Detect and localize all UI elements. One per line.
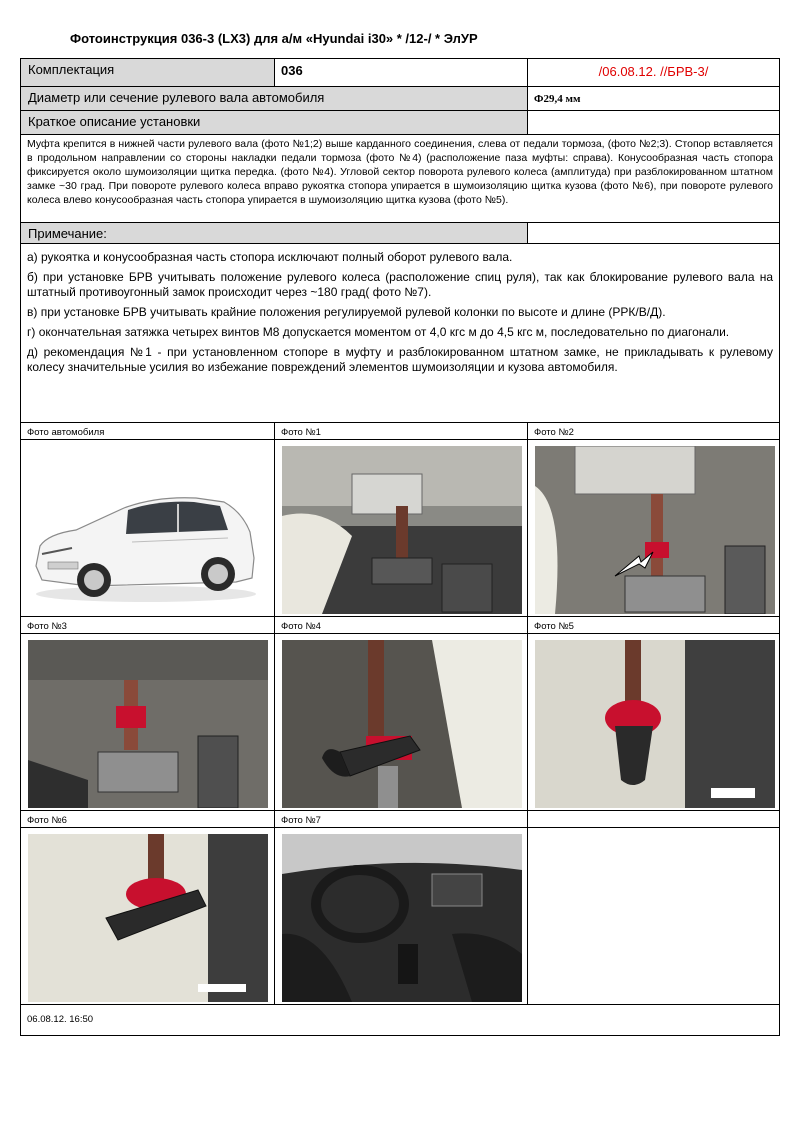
instruction-table — [20, 58, 780, 1036]
brief-description-label: Краткое описание установки — [21, 111, 528, 135]
photo-cell-5 — [528, 634, 780, 811]
photo-cell-1 — [275, 440, 528, 617]
photo-6 — [28, 834, 268, 1002]
photo-5 — [535, 640, 775, 808]
photo-cell-2 — [528, 440, 780, 617]
photo-caption: Фото №4 — [275, 617, 528, 634]
photo-3 — [28, 640, 268, 808]
note-item: г) окончательная затяжка четырех винтов М8 допускается моментом от 4,0 кгс м до 4,5 кгс м, последовательно по диагонали. — [27, 325, 730, 339]
empty-cell — [528, 811, 780, 828]
document-title: Фотоинструкция 036-3 (LX3) для а/м «Hyundai i30» * /12-/ * ЭлУР — [70, 31, 478, 46]
notes-label: Примечание: — [21, 223, 528, 244]
car-photo — [28, 446, 268, 614]
note-item: а) рукоятка и конусообразная часть стопора исключают полный оборот рулевого вала. — [27, 250, 513, 264]
config-value: 036 — [275, 59, 528, 87]
photo-caption: Фото №6 — [21, 811, 275, 828]
note-item: б) при установке БРВ учитывать положение рулевого колеса (расположение спиц руля), так как блокирование рулевого вала на штатный противоугонный замок происходит через ~180 град( фото №7). — [27, 270, 773, 299]
photo-caption: Фото №5 — [528, 617, 780, 634]
photo-caption: Фото №7 — [275, 811, 528, 828]
photo-cell-car — [21, 440, 275, 617]
photo-cell-3 — [21, 634, 275, 811]
photo-4 — [282, 640, 522, 808]
empty-cell — [528, 223, 780, 244]
installation-description: Муфта крепится в нижней части рулевого вала (фото №1;2) выше карданного соединения, слева от педали тормоза, (фото №2;3). Стопор вставляется в продольном направлении со стороны накладки педали тормоза (фото №4) (расположение паза муфты: справа). Конусообразная часть стопора фиксируется около шумоизоляции щитка передка. (фото №4). Угловой сектор поворота рулевого колеса (амплитуда) при разблокированном штатном замке ~30 град. При повороте рулевого колеса вправо рукоятка стопора упирается в шумоизоляцию щитка кузова (фото №6), при повороте рулевого колеса влево конусообразная часть стопора упирается в шумоизоляцию щитка кузова (фото №5). — [21, 135, 780, 223]
photo-caption: Фото №1 — [275, 423, 528, 440]
photo-cell-6 — [21, 828, 275, 1005]
photo-caption: Фото №2 — [528, 423, 780, 440]
photo-caption: Фото автомобиля — [21, 423, 275, 440]
date-stamp: /06.08.12. //БРВ-3/ — [528, 59, 780, 87]
photo-caption: Фото №3 — [21, 617, 275, 634]
note-item: д) рекомендация №1 - при установленном стопоре в муфту и разблокированном штатном замке, не прикладывать к рулевому колесу значительные усилия во избежание повреждений элементов шумоизоляции и кузова автомобиля. — [27, 345, 773, 374]
config-label: Комплектация — [21, 59, 275, 87]
footer-timestamp: 06.08.12. 16:50 — [21, 1005, 780, 1036]
photo-cell-7 — [275, 828, 528, 1005]
notes-list — [21, 244, 780, 423]
diameter-label: Диаметр или сечение рулевого вала автомобиля — [21, 87, 528, 111]
diameter-value: Ф29,4 мм — [528, 87, 780, 111]
photo-cell-4 — [275, 634, 528, 811]
note-item: в) при установке БРВ учитывать крайние положения регулируемой рулевой колонки по высоте и длине (РРК/В/Д). — [27, 305, 666, 319]
empty-cell — [528, 828, 780, 1005]
photo-7 — [282, 834, 522, 1002]
photo-1 — [282, 446, 522, 614]
photo-2 — [535, 446, 775, 614]
empty-cell — [528, 111, 780, 135]
